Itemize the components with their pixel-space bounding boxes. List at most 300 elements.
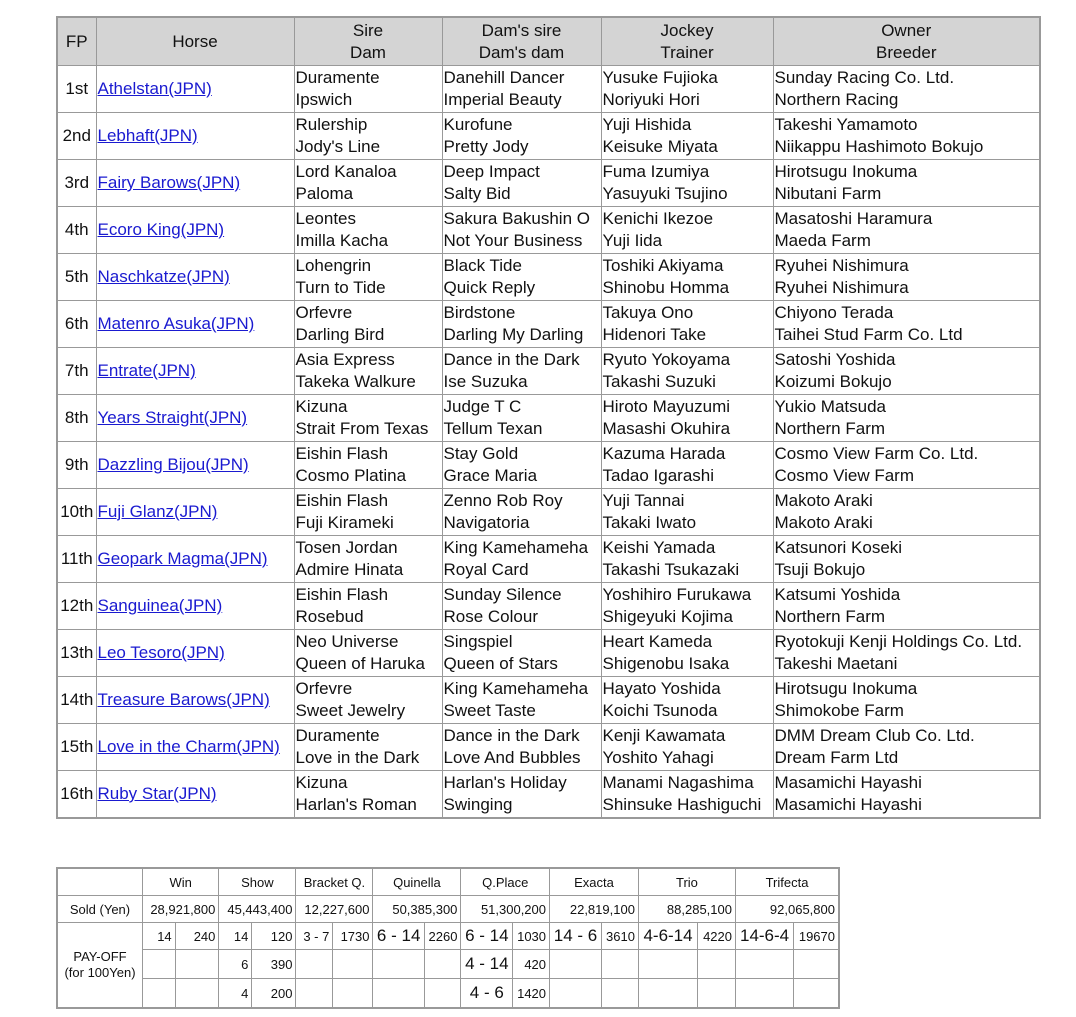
breeder: Dream Farm Ltd [774, 748, 899, 767]
sire-dam-cell [294, 254, 442, 301]
combination: 4 - 6 [461, 979, 513, 1009]
jockey-trainer-cell [601, 442, 773, 489]
dams-dam: Quick Reply [443, 278, 536, 297]
owner-breeder-cell [773, 395, 1040, 442]
table-row [57, 724, 1040, 771]
finish-position: 3rd [57, 160, 96, 207]
dams-dam: Imperial Beauty [443, 90, 562, 109]
payout: 420 [513, 950, 550, 979]
table-row [57, 395, 1040, 442]
sold-amount: 92,065,800 [735, 896, 839, 923]
jockey: Keishi Yamada [602, 538, 716, 557]
horse-link[interactable]: Ecoro King(JPN) [97, 220, 225, 239]
breeder: Ryuhei Nishimura [774, 278, 909, 297]
damsire-cell [442, 160, 601, 207]
dams-sire: Black Tide [443, 256, 522, 275]
trainer: Tadao Igarashi [602, 466, 715, 485]
dams-dam: Swinging [443, 795, 513, 814]
dam: Fuji Kirameki [295, 513, 394, 532]
sold-amount: 22,819,100 [550, 896, 639, 923]
sire: Neo Universe [295, 632, 399, 651]
sire: Eishin Flash [295, 491, 389, 510]
sire-dam-cell [294, 536, 442, 583]
damsire-cell [442, 348, 601, 395]
owner-breeder-cell [773, 771, 1040, 819]
sire-dam-cell [294, 348, 442, 395]
dams-sire: Judge T C [443, 397, 522, 416]
header-sire: Sire [352, 20, 384, 40]
owner: Sunday Racing Co. Ltd. [774, 68, 955, 87]
owner-breeder-cell [773, 207, 1040, 254]
header-damsdam: Dam's dam [478, 42, 565, 62]
trainer: Takashi Tsukazaki [602, 560, 740, 579]
horse-cell [96, 301, 294, 348]
sold-label: Sold (Yen) [57, 896, 143, 923]
finish-position: 8th [57, 395, 96, 442]
header-dam: Dam [350, 42, 386, 62]
horse-cell [96, 442, 294, 489]
trainer: Shigenobu Isaka [602, 654, 730, 673]
sire: Eishin Flash [295, 444, 389, 463]
combination [735, 979, 793, 1009]
jockey: Toshiki Akiyama [602, 256, 724, 275]
combination [550, 979, 602, 1009]
payout [333, 950, 373, 979]
damsire-cell [442, 583, 601, 630]
horse-cell [96, 583, 294, 630]
finish-position: 2nd [57, 113, 96, 160]
horse-link[interactable]: Fairy Barows(JPN) [97, 173, 241, 192]
dam: Cosmo Platina [295, 466, 407, 485]
table-row [57, 113, 1040, 160]
combination [143, 950, 176, 979]
dam: Strait From Texas [295, 419, 429, 438]
horse-link[interactable]: Matenro Asuka(JPN) [97, 314, 255, 333]
sold-amount: 51,300,200 [461, 896, 550, 923]
sire: Lord Kanaloa [295, 162, 397, 181]
dams-sire: Sakura Bakushin O [443, 209, 590, 228]
damsire-cell [442, 677, 601, 724]
horse-link[interactable]: Entrate(JPN) [97, 361, 196, 380]
header-breeder: Breeder [876, 42, 937, 62]
breeder: Tsuji Bokujo [774, 560, 866, 579]
damsire-cell [442, 301, 601, 348]
table-row [57, 66, 1040, 113]
combination [296, 950, 333, 979]
finish-position: 13th [57, 630, 96, 677]
sire-dam-cell [294, 207, 442, 254]
jockey: Yoshihiro Furukawa [602, 585, 752, 604]
jockey-trainer-cell [601, 724, 773, 771]
combination: 6 - 14 [461, 923, 513, 950]
sold-row [57, 896, 839, 923]
combination: 14 - 6 [550, 923, 602, 950]
finish-position: 4th [57, 207, 96, 254]
jockey-trainer-cell [601, 348, 773, 395]
dams-sire: Singspiel [443, 632, 513, 651]
bet-type-header: Bracket Q. [296, 868, 373, 896]
breeder: Takeshi Maetani [774, 654, 898, 673]
jockey-trainer-cell [601, 207, 773, 254]
payoff-label: PAY-OFF [73, 949, 127, 964]
jockey: Kenji Kawamata [602, 726, 726, 745]
combination [638, 950, 697, 979]
corner-cell [57, 868, 143, 896]
combination [550, 950, 602, 979]
owner: Yukio Matsuda [774, 397, 887, 416]
jockey: Yusuke Fujioka [602, 68, 718, 87]
payout: 19670 [794, 923, 839, 950]
owner: Makoto Araki [774, 491, 873, 510]
dam: Ipswich [295, 90, 353, 109]
jockey-trainer-cell [601, 677, 773, 724]
sire-dam-cell [294, 677, 442, 724]
sire: Duramente [295, 68, 380, 87]
owner-breeder-cell [773, 113, 1040, 160]
trainer: Shinsuke Hashiguchi [602, 795, 762, 814]
horse-link[interactable]: Love in the Charm(JPN) [97, 737, 280, 756]
combination [373, 950, 424, 979]
finish-position: 10th [57, 489, 96, 536]
sire: Asia Express [295, 350, 395, 369]
sire: Lohengrin [295, 256, 372, 275]
breeder: Niikappu Hashimoto Bokujo [774, 137, 984, 156]
jockey: Kenichi Ikezoe [602, 209, 714, 228]
sire: Leontes [295, 209, 356, 228]
sire: Tosen Jordan [295, 538, 398, 557]
combination: 6 [219, 950, 252, 979]
dam: Turn to Tide [295, 278, 386, 297]
bet-type-header: Win [143, 868, 219, 896]
damsire-cell [442, 536, 601, 583]
payoff-row [57, 950, 839, 979]
trainer: Shigeyuki Kojima [602, 607, 733, 626]
owner-breeder-cell [773, 301, 1040, 348]
jockey-trainer-cell [601, 395, 773, 442]
sire-dam-cell [294, 442, 442, 489]
trainer: Masashi Okuhira [602, 419, 731, 438]
sire-dam-cell [294, 395, 442, 442]
payout [601, 979, 638, 1009]
sire: Orfevre [295, 679, 353, 698]
table-row [57, 160, 1040, 207]
payoff-row [57, 979, 839, 1009]
payout: 390 [252, 950, 296, 979]
damsire-cell [442, 113, 601, 160]
owner: Masatoshi Haramura [774, 209, 933, 228]
payout: 1730 [333, 923, 373, 950]
dams-sire: Stay Gold [443, 444, 519, 463]
owner: Hirotsugu Inokuma [774, 679, 918, 698]
table-row [57, 207, 1040, 254]
header-horse: Horse [96, 17, 294, 66]
header-row [57, 17, 1040, 66]
horse-cell [96, 395, 294, 442]
header-fp: FP [57, 17, 96, 66]
payoff-table [56, 867, 840, 1009]
payout [698, 950, 736, 979]
jockey: Kazuma Harada [602, 444, 726, 463]
dams-sire: Sunday Silence [443, 585, 562, 604]
jockey-trainer-cell [601, 583, 773, 630]
owner-breeder-cell [773, 583, 1040, 630]
trainer: Yoshito Yahagi [602, 748, 714, 767]
bet-type-header: Exacta [550, 868, 639, 896]
sire: Orfevre [295, 303, 353, 322]
payout [698, 979, 736, 1009]
table-row [57, 677, 1040, 724]
dams-dam: Royal Card [443, 560, 529, 579]
owner: Hirotsugu Inokuma [774, 162, 918, 181]
table-row [57, 771, 1040, 819]
horse-link[interactable]: Naschkatze(JPN) [97, 267, 230, 286]
dams-dam: Salty Bid [443, 184, 511, 203]
owner-breeder-cell [773, 536, 1040, 583]
combination: 14 [143, 923, 176, 950]
combination: 3 - 7 [296, 923, 333, 950]
finish-position: 7th [57, 348, 96, 395]
payout [175, 950, 219, 979]
owner-breeder-cell [773, 677, 1040, 724]
dams-sire: Harlan's Holiday [443, 773, 567, 792]
trainer: Yuji Iida [602, 231, 663, 250]
bet-type-row [57, 868, 839, 896]
owner-breeder-cell [773, 254, 1040, 301]
jockey: Ryuto Yokoyama [602, 350, 731, 369]
breeder: Makoto Araki [774, 513, 873, 532]
horse-cell [96, 348, 294, 395]
dam: Paloma [295, 184, 354, 203]
horse-cell [96, 771, 294, 819]
damsire-cell [442, 254, 601, 301]
horse-link[interactable]: Geopark Magma(JPN) [97, 549, 268, 568]
owner: Masamichi Hayashi [774, 773, 922, 792]
payout [794, 950, 839, 979]
sire-dam-cell [294, 66, 442, 113]
owner: Ryuhei Nishimura [774, 256, 909, 275]
owner-breeder-cell [773, 66, 1040, 113]
horse-link[interactable]: Leo Tesoro(JPN) [97, 643, 225, 662]
combination [638, 979, 697, 1009]
jockey-trainer-cell [601, 113, 773, 160]
dams-dam: Love And Bubbles [443, 748, 581, 767]
sire: Duramente [295, 726, 380, 745]
owner: Chiyono Terada [774, 303, 894, 322]
sire: Kizuna [295, 773, 348, 792]
horse-link[interactable]: Sanguinea(JPN) [97, 596, 223, 615]
owner: Ryotokuji Kenji Holdings Co. Ltd. [774, 632, 1023, 651]
combination: 14 [219, 923, 252, 950]
dam: Love in the Dark [295, 748, 420, 767]
dam: Rosebud [295, 607, 364, 626]
payout: 3610 [601, 923, 638, 950]
owner: Takeshi Yamamoto [774, 115, 918, 134]
owner-breeder-cell [773, 724, 1040, 771]
breeder: Nibutani Farm [774, 184, 882, 203]
trainer: Keisuke Miyata [602, 137, 718, 156]
jockey: Yuji Hishida [602, 115, 692, 134]
dams-dam: Queen of Stars [443, 654, 558, 673]
dams-dam: Darling My Darling [443, 325, 584, 344]
trainer: Takashi Suzuki [602, 372, 716, 391]
horse-cell [96, 724, 294, 771]
dams-sire: King Kamehameha [443, 679, 589, 698]
table-row [57, 583, 1040, 630]
dam: Jody's Line [295, 137, 381, 156]
table-row [57, 348, 1040, 395]
jockey: Hiroto Mayuzumi [602, 397, 731, 416]
sire: Kizuna [295, 397, 348, 416]
horse-cell [96, 489, 294, 536]
jockey: Fuma Izumiya [602, 162, 710, 181]
combination [296, 979, 333, 1009]
table-row [57, 536, 1040, 583]
horse-cell [96, 536, 294, 583]
horse-link[interactable]: Lebhaft(JPN) [97, 126, 198, 145]
owner-breeder-cell [773, 489, 1040, 536]
bet-type-header: Trifecta [735, 868, 839, 896]
header-damsire [442, 17, 601, 66]
finish-position: 11th [57, 536, 96, 583]
header-damsire-label: Dam's sire [481, 20, 562, 40]
dam: Darling Bird [295, 325, 385, 344]
horse-cell [96, 113, 294, 160]
bet-type-header: Trio [638, 868, 735, 896]
breeder: Taihei Stud Farm Co. Ltd [774, 325, 963, 344]
payout: 120 [252, 923, 296, 950]
combination [143, 979, 176, 1009]
trainer: Takaki Iwato [602, 513, 697, 532]
owner: Cosmo View Farm Co. Ltd. [774, 444, 979, 463]
dam: Admire Hinata [295, 560, 404, 579]
damsire-cell [442, 395, 601, 442]
payout: 1420 [513, 979, 550, 1009]
dams-dam: Navigatoria [443, 513, 530, 532]
payoff-label-cell [57, 923, 143, 1009]
horse-link[interactable]: Fuji Glanz(JPN) [97, 502, 218, 521]
finish-position: 14th [57, 677, 96, 724]
payout: 200 [252, 979, 296, 1009]
payout [424, 950, 461, 979]
damsire-cell [442, 442, 601, 489]
horse-link[interactable]: Years Straight(JPN) [97, 408, 248, 427]
combination: 4-6-14 [638, 923, 697, 950]
jockey-trainer-cell [601, 254, 773, 301]
dams-dam: Rose Colour [443, 607, 538, 626]
owner: Satoshi Yoshida [774, 350, 896, 369]
sire-dam-cell [294, 160, 442, 207]
horse-cell [96, 207, 294, 254]
header-jockey-trainer [601, 17, 773, 66]
breeder: Northern Farm [774, 419, 886, 438]
horse-cell [96, 630, 294, 677]
jockey: Hayato Yoshida [602, 679, 721, 698]
trainer: Hidenori Take [602, 325, 707, 344]
jockey-trainer-cell [601, 489, 773, 536]
jockey-trainer-cell [601, 630, 773, 677]
sold-amount: 88,285,100 [638, 896, 735, 923]
dams-dam: Tellum Texan [443, 419, 543, 438]
horse-cell [96, 66, 294, 113]
table-row [57, 301, 1040, 348]
payout: 1030 [513, 923, 550, 950]
payout: 2260 [424, 923, 461, 950]
breeder: Koizumi Bokujo [774, 372, 892, 391]
sire-dam-cell [294, 113, 442, 160]
table-row [57, 489, 1040, 536]
payoff-sublabel: (for 100Yen) [64, 965, 136, 980]
sire-dam-cell [294, 489, 442, 536]
dam: Sweet Jewelry [295, 701, 406, 720]
trainer: Koichi Tsunoda [602, 701, 718, 720]
combination [373, 979, 424, 1009]
table-row [57, 630, 1040, 677]
jockey-trainer-cell [601, 66, 773, 113]
sire-dam-cell [294, 583, 442, 630]
damsire-cell [442, 66, 601, 113]
owner-breeder-cell [773, 442, 1040, 489]
owner: DMM Dream Club Co. Ltd. [774, 726, 975, 745]
trainer: Shinobu Homma [602, 278, 730, 297]
header-owner: Owner [881, 20, 932, 40]
dams-sire: Deep Impact [443, 162, 540, 181]
race-results-table [56, 16, 1041, 819]
breeder: Maeda Farm [774, 231, 871, 250]
table-row [57, 254, 1040, 301]
header-jockey: Jockey [660, 20, 714, 40]
damsire-cell [442, 724, 601, 771]
finish-position: 5th [57, 254, 96, 301]
owner: Katsunori Koseki [774, 538, 903, 557]
owner: Katsumi Yoshida [774, 585, 901, 604]
payout [424, 979, 461, 1009]
horse-link[interactable]: Ruby Star(JPN) [97, 784, 217, 803]
finish-position: 12th [57, 583, 96, 630]
finish-position: 9th [57, 442, 96, 489]
sire-dam-cell [294, 771, 442, 819]
header-owner-breeder [773, 17, 1040, 66]
finish-position: 1st [57, 66, 96, 113]
horse-link[interactable]: Athelstan(JPN) [97, 79, 212, 98]
jockey-trainer-cell [601, 160, 773, 207]
sold-amount: 50,385,300 [373, 896, 461, 923]
dam: Takeka Walkure [295, 372, 416, 391]
breeder: Cosmo View Farm [774, 466, 914, 485]
damsire-cell [442, 771, 601, 819]
bet-type-header: Quinella [373, 868, 461, 896]
dams-sire: Birdstone [443, 303, 516, 322]
owner-breeder-cell [773, 160, 1040, 207]
payout [601, 950, 638, 979]
sire-dam-cell [294, 630, 442, 677]
finish-position: 16th [57, 771, 96, 819]
horse-link[interactable]: Dazzling Bijou(JPN) [97, 455, 249, 474]
horse-link[interactable]: Treasure Barows(JPN) [97, 690, 270, 709]
sold-amount: 45,443,400 [219, 896, 296, 923]
dams-sire: Kurofune [443, 115, 513, 134]
payout [333, 979, 373, 1009]
sold-amount: 12,227,600 [296, 896, 373, 923]
jockey: Takuya Ono [602, 303, 694, 322]
combination: 4 - 14 [461, 950, 513, 979]
dams-dam: Not Your Business [443, 231, 583, 250]
dam: Queen of Haruka [295, 654, 425, 673]
dams-dam: Pretty Jody [443, 137, 529, 156]
combination [735, 950, 793, 979]
jockey: Manami Nagashima [602, 773, 754, 792]
dams-sire: Dance in the Dark [443, 350, 580, 369]
dams-sire: Dance in the Dark [443, 726, 580, 745]
